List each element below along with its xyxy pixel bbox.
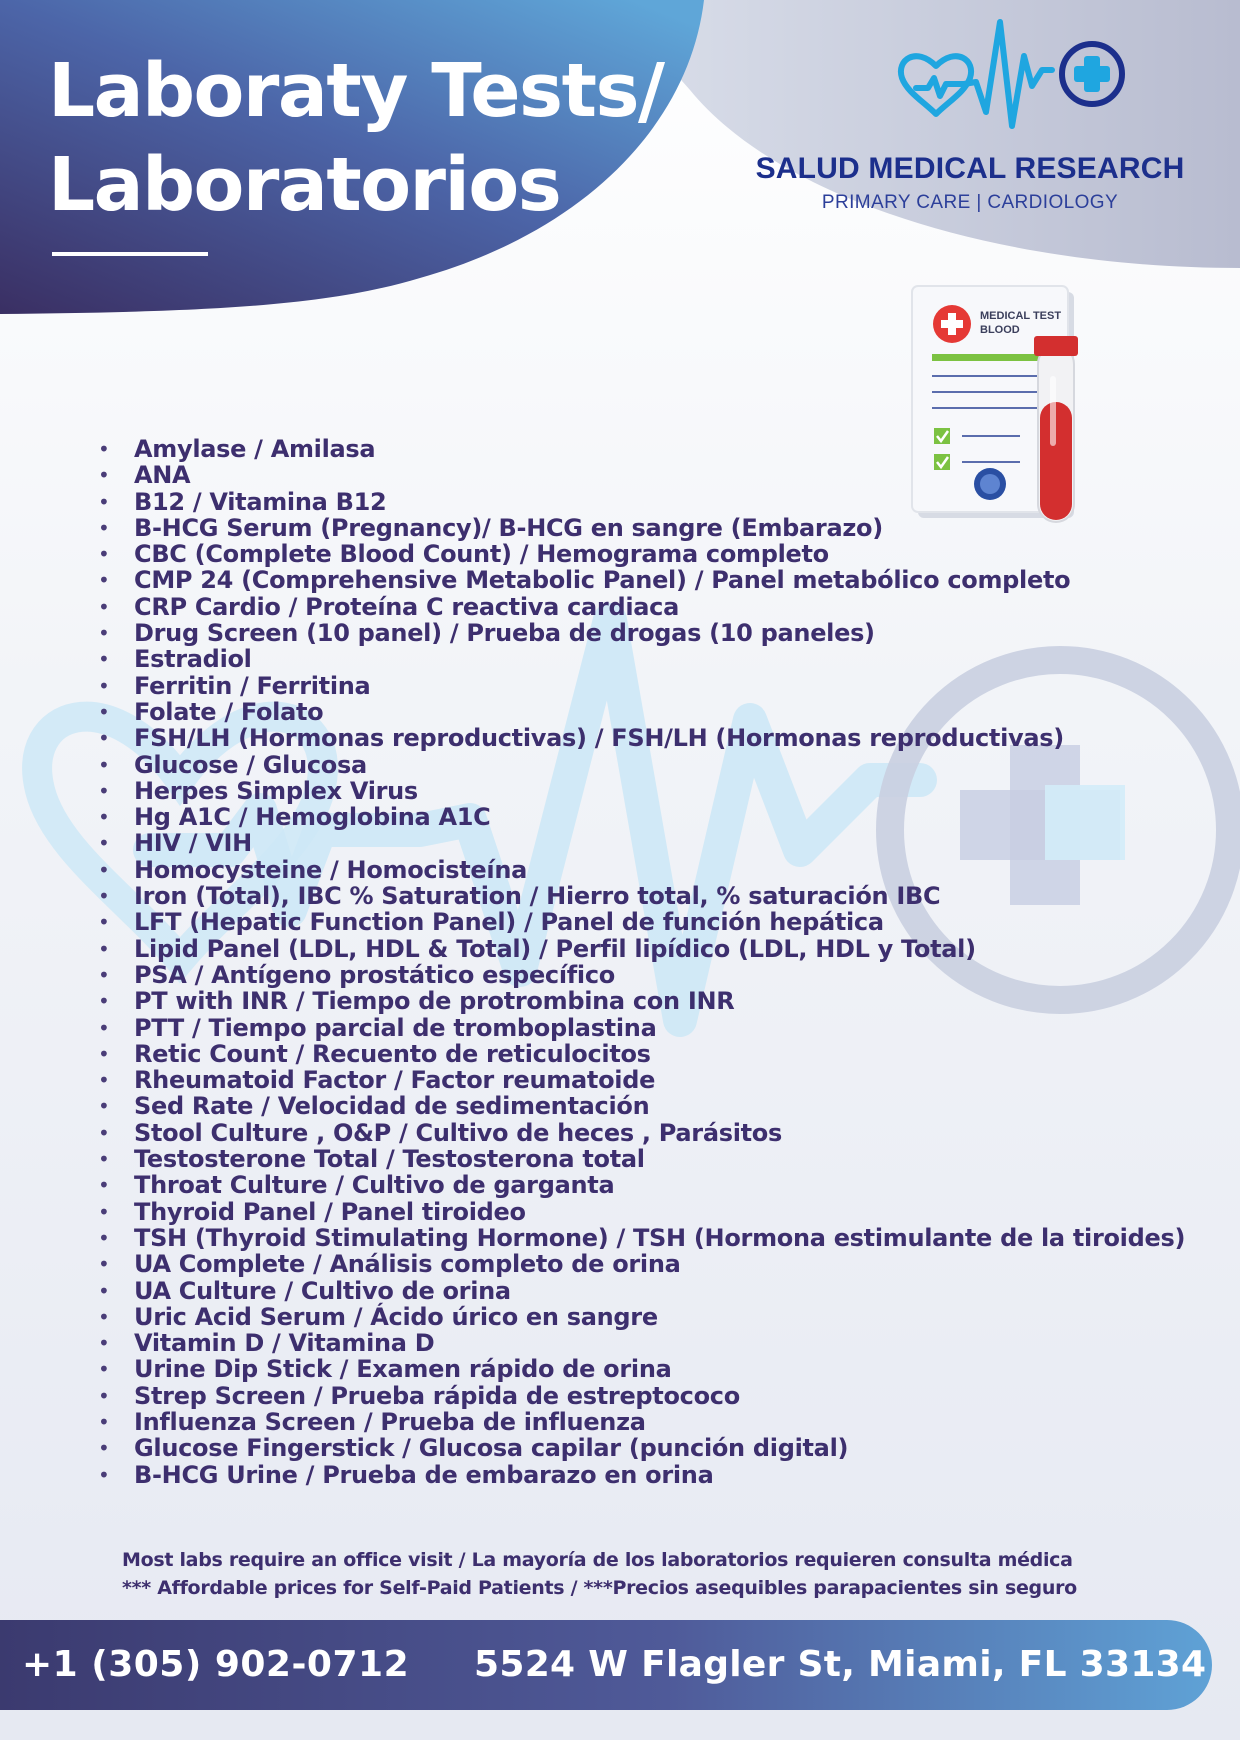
test-name: LFT (Hepatic Function Panel) / Panel de función hepática bbox=[134, 908, 884, 937]
bullet: • bbox=[98, 673, 110, 698]
test-name: B-HCG Urine / Prueba de embarazo en orina bbox=[134, 1460, 714, 1489]
list-item bbox=[94, 1383, 1185, 1409]
bullet: • bbox=[98, 647, 110, 672]
list-item bbox=[94, 1041, 1185, 1067]
test-name: Influenza Screen / Prueba de influenza bbox=[134, 1407, 646, 1436]
test-name: Urine Dip Stick / Examen rápido de orina bbox=[134, 1355, 672, 1384]
bullet: • bbox=[98, 489, 110, 514]
bullet: • bbox=[98, 1304, 110, 1329]
test-name: Uric Acid Serum / Ácido úrico en sangre bbox=[134, 1302, 658, 1331]
list-item bbox=[94, 909, 1185, 935]
bullet: • bbox=[98, 515, 110, 540]
list-item bbox=[94, 620, 1185, 646]
list-item bbox=[94, 883, 1185, 909]
bullet: • bbox=[98, 1225, 110, 1250]
bullet: • bbox=[98, 1331, 110, 1356]
test-name: Stool Culture , O&P / Cultivo de heces , Parásitos bbox=[134, 1118, 782, 1147]
lab-test-list bbox=[94, 436, 1185, 1488]
test-name: PTT / Tiempo parcial de tromboplastina bbox=[134, 1013, 657, 1042]
bullet: • bbox=[98, 1252, 110, 1277]
pricing-note: *** Affordable prices for Self-Paid Patients / ***Precios asequibles parapacientes sin seguro bbox=[122, 1577, 1077, 1599]
bullet: • bbox=[98, 884, 110, 909]
bullet: • bbox=[98, 1173, 110, 1198]
list-item bbox=[94, 830, 1185, 856]
bullet: • bbox=[98, 989, 110, 1014]
bullet: • bbox=[98, 699, 110, 724]
list-item bbox=[94, 594, 1185, 620]
bullet: • bbox=[98, 778, 110, 803]
illustration-line-1: MEDICAL TEST bbox=[980, 310, 1062, 322]
bullet: • bbox=[98, 831, 110, 856]
illustration-line-2: BLOOD bbox=[980, 324, 1020, 336]
test-name: CMP 24 (Comprehensive Metabolic Panel) / Panel metabólico completo bbox=[134, 566, 1071, 595]
bullet: • bbox=[98, 1278, 110, 1303]
phone-number[interactable]: +1 (305) 902-0712 bbox=[22, 1644, 410, 1685]
test-name: Glucose / Glucosa bbox=[134, 750, 367, 779]
list-item bbox=[94, 673, 1185, 699]
bullet: • bbox=[98, 1436, 110, 1461]
bullet: • bbox=[98, 594, 110, 619]
heart-pulse-cross-icon bbox=[890, 16, 1130, 134]
bullet: • bbox=[98, 936, 110, 961]
test-name: ANA bbox=[134, 461, 191, 490]
test-name: Ferritin / Ferritina bbox=[134, 671, 371, 700]
test-name: UA Culture / Cultivo de orina bbox=[134, 1276, 511, 1305]
title-line-1: Laboraty Tests/ bbox=[48, 48, 664, 134]
bullet: • bbox=[98, 621, 110, 646]
test-name: HIV / VIH bbox=[134, 829, 252, 858]
bullet: • bbox=[98, 910, 110, 935]
test-name: B-HCG Serum (Pregnancy)/ B-HCG en sangre (Embarazo) bbox=[134, 513, 883, 542]
list-item bbox=[94, 962, 1185, 988]
test-name: Drug Screen (10 panel) / Prueba de drogas (10 paneles) bbox=[134, 619, 875, 648]
test-name: Sed Rate / Velocidad de sedimentación bbox=[134, 1092, 650, 1121]
bullet: • bbox=[98, 1015, 110, 1040]
test-name: Testosterone Total / Testosterona total bbox=[134, 1145, 645, 1174]
test-name: Strep Screen / Prueba rápida de estreptococo bbox=[134, 1381, 740, 1410]
bullet: • bbox=[98, 805, 110, 830]
list-item bbox=[94, 936, 1185, 962]
list-item bbox=[94, 1093, 1185, 1119]
list-item bbox=[94, 1172, 1185, 1198]
list-item bbox=[94, 462, 1185, 488]
list-item bbox=[94, 1251, 1185, 1277]
bullet: • bbox=[98, 568, 110, 593]
test-name: Estradiol bbox=[134, 645, 252, 674]
list-item bbox=[94, 1304, 1185, 1330]
list-item bbox=[94, 1015, 1185, 1041]
bullet: • bbox=[98, 1120, 110, 1145]
list-item bbox=[94, 1356, 1185, 1382]
list-item bbox=[94, 646, 1185, 672]
title-line-2: Laboratorios bbox=[48, 142, 561, 228]
list-item bbox=[94, 1120, 1185, 1146]
list-item bbox=[94, 1146, 1185, 1172]
list-item bbox=[94, 804, 1185, 830]
list-item bbox=[94, 1067, 1185, 1093]
bullet: • bbox=[98, 1357, 110, 1382]
bullet: • bbox=[98, 962, 110, 987]
test-name: UA Complete / Análisis completo de orina bbox=[134, 1250, 681, 1279]
test-name: Iron (Total), IBC % Saturation / Hierro total, % saturación IBC bbox=[134, 882, 941, 911]
brand-name: SALUD MEDICAL RESEARCH bbox=[755, 152, 1185, 185]
test-name: PT with INR / Tiempo de protrombina con INR bbox=[134, 987, 735, 1016]
page-title bbox=[48, 44, 664, 232]
test-name: CRP Cardio / Proteína C reactiva cardiaca bbox=[134, 592, 679, 621]
bullet: • bbox=[98, 857, 110, 882]
test-name: Thyroid Panel / Panel tiroideo bbox=[134, 1197, 526, 1226]
bullet: • bbox=[98, 1462, 110, 1487]
bullet: • bbox=[98, 1383, 110, 1408]
test-name: Throat Culture / Cultivo de garganta bbox=[134, 1171, 615, 1200]
list-item bbox=[94, 699, 1185, 725]
bullet: • bbox=[98, 1147, 110, 1172]
test-name: PSA / Antígeno prostático específico bbox=[134, 960, 615, 989]
address: 5524 W Flagler St, Miami, FL 33134 bbox=[474, 1644, 1207, 1685]
brand-tagline: PRIMARY CARE | CARDIOLOGY bbox=[821, 192, 1119, 213]
title-underline bbox=[52, 252, 208, 256]
contact-footer bbox=[0, 1620, 1212, 1710]
test-name: Lipid Panel (LDL, HDL & Total) / Perfil lipídico (LDL, HDL y Total) bbox=[134, 934, 976, 963]
brand-block bbox=[700, 152, 1240, 214]
bullet: • bbox=[98, 726, 110, 751]
bullet: • bbox=[98, 463, 110, 488]
notes-block bbox=[122, 1546, 1077, 1602]
bullet: • bbox=[98, 1068, 110, 1093]
list-item bbox=[94, 436, 1185, 462]
list-item bbox=[94, 1409, 1185, 1435]
test-name: Amylase / Amilasa bbox=[134, 435, 376, 463]
test-name: Herpes Simplex Virus bbox=[134, 776, 418, 805]
test-name: Glucose Fingerstick / Glucosa capilar (punción digital) bbox=[134, 1434, 849, 1463]
list-item bbox=[94, 515, 1185, 541]
test-name: FSH/LH (Hormonas reproductivas) / FSH/LH (Hormonas reproductivas) bbox=[134, 724, 1064, 753]
list-item bbox=[94, 1435, 1185, 1461]
list-item bbox=[94, 541, 1185, 567]
test-name: B12 / Vitamina B12 bbox=[134, 487, 387, 516]
list-item bbox=[94, 1330, 1185, 1356]
list-item bbox=[94, 567, 1185, 593]
bullet: • bbox=[98, 542, 110, 567]
list-item bbox=[94, 857, 1185, 883]
list-item bbox=[94, 1225, 1185, 1251]
test-name: Rheumatoid Factor / Factor reumatoide bbox=[134, 1066, 656, 1095]
list-item bbox=[94, 752, 1185, 778]
list-item bbox=[94, 1462, 1185, 1488]
test-name: Retic Count / Recuento de reticulocitos bbox=[134, 1039, 651, 1068]
list-item bbox=[94, 1278, 1185, 1304]
bullet: • bbox=[98, 1199, 110, 1224]
list-item bbox=[94, 988, 1185, 1014]
bullet: • bbox=[98, 1094, 110, 1119]
list-item bbox=[94, 1199, 1185, 1225]
test-name: Hg A1C / Hemoglobina A1C bbox=[134, 803, 491, 832]
test-name: CBC (Complete Blood Count) / Hemograma completo bbox=[134, 540, 829, 569]
test-name: Folate / Folato bbox=[134, 697, 324, 726]
test-name: Vitamin D / Vitamina D bbox=[134, 1329, 435, 1358]
bullet: • bbox=[98, 1041, 110, 1066]
bullet: • bbox=[98, 437, 110, 461]
bullet: • bbox=[98, 1409, 110, 1434]
list-item bbox=[94, 778, 1185, 804]
test-name: Homocysteine / Homocisteína bbox=[134, 855, 528, 884]
list-item bbox=[94, 725, 1185, 751]
test-name: TSH (Thyroid Stimulating Hormone) / TSH (Hormona estimulante de la tiroides) bbox=[134, 1223, 1186, 1252]
office-visit-note: Most labs require an office visit / La mayoría de los laboratorios requieren consulta médica bbox=[122, 1549, 1073, 1571]
bullet: • bbox=[98, 752, 110, 777]
list-item bbox=[94, 489, 1185, 515]
